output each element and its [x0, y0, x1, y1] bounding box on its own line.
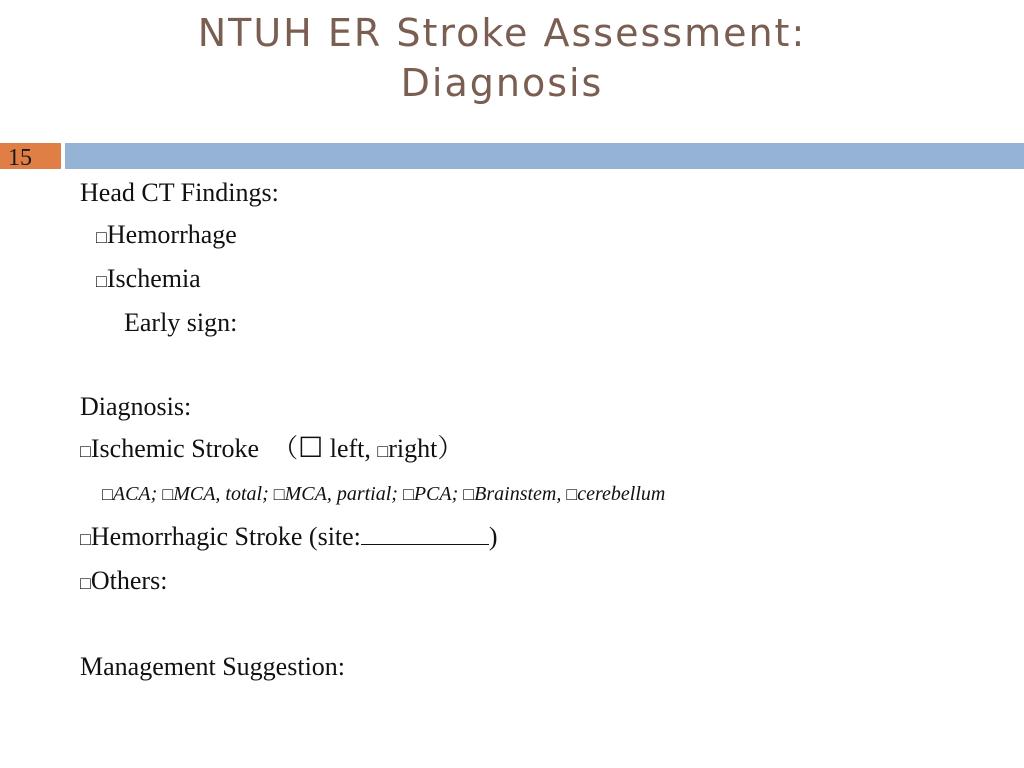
slide-title [0, 8, 1004, 108]
management-heading: Management Suggestion: [80, 652, 346, 681]
checkbox-icon[interactable]: □ [463, 484, 475, 504]
hemorrhage-option[interactable] [80, 214, 665, 258]
spacer [80, 604, 665, 646]
early-sign-label: Early sign: [124, 308, 238, 337]
slide-number: 15 [8, 145, 32, 171]
checkbox-icon[interactable]: □ [96, 227, 107, 247]
slide-number-box [0, 143, 61, 169]
territory-aca: ACA; [112, 483, 163, 505]
left-checkbox-icon[interactable]: ☐ [298, 433, 324, 464]
open-paren: （ [272, 434, 299, 463]
others-label: Others: [90, 566, 168, 595]
title-line-2: Diagnosis [400, 61, 604, 105]
close-paren: ） [437, 434, 464, 463]
right-checkbox-icon[interactable]: □ [377, 441, 389, 461]
checkbox-icon[interactable]: □ [96, 271, 107, 291]
territory-mca-total: MCA, total; [173, 483, 274, 505]
hemorrhage-label: Hemorrhage [106, 220, 237, 249]
checkbox-icon[interactable]: □ [80, 529, 91, 549]
checkbox-icon[interactable]: □ [102, 484, 113, 504]
ischemic-stroke-option[interactable] [80, 428, 665, 472]
spacer [80, 344, 665, 386]
hemorrhagic-close-paren: ) [488, 522, 498, 551]
ischemia-option[interactable] [80, 258, 665, 302]
territory-mca-partial: MCA, partial; [284, 483, 403, 505]
left-label: left, [323, 434, 378, 463]
hemorrhagic-stroke-option[interactable] [80, 516, 665, 560]
checkbox-icon[interactable]: □ [80, 573, 91, 593]
checkbox-icon[interactable]: □ [402, 484, 414, 504]
ischemia-label: Ischemia [106, 264, 201, 293]
territory-pca: PCA; [413, 483, 464, 505]
territory-options [80, 472, 665, 516]
checkbox-icon[interactable]: □ [80, 441, 91, 461]
site-blank-field[interactable] [361, 522, 489, 545]
header-bar [65, 143, 1024, 169]
hemorrhagic-stroke-label: Hemorrhagic Stroke (site: [90, 522, 361, 551]
territory-brainstem: Brainstem, [474, 483, 567, 505]
ischemic-stroke-label: Ischemic Stroke [90, 434, 260, 463]
right-label: right [388, 434, 438, 463]
territory-cerebellum: cerebellum [577, 483, 666, 505]
others-option[interactable] [80, 560, 665, 604]
title-line-1: NTUH ER Stroke Assessment: [197, 11, 807, 55]
checkbox-icon[interactable]: □ [273, 484, 285, 504]
checkbox-icon[interactable]: □ [162, 484, 174, 504]
head-ct-heading: Head CT Findings: [80, 178, 279, 207]
checkbox-icon[interactable]: □ [566, 484, 578, 504]
diagnosis-heading: Diagnosis: [80, 392, 192, 421]
form-body [80, 172, 665, 688]
